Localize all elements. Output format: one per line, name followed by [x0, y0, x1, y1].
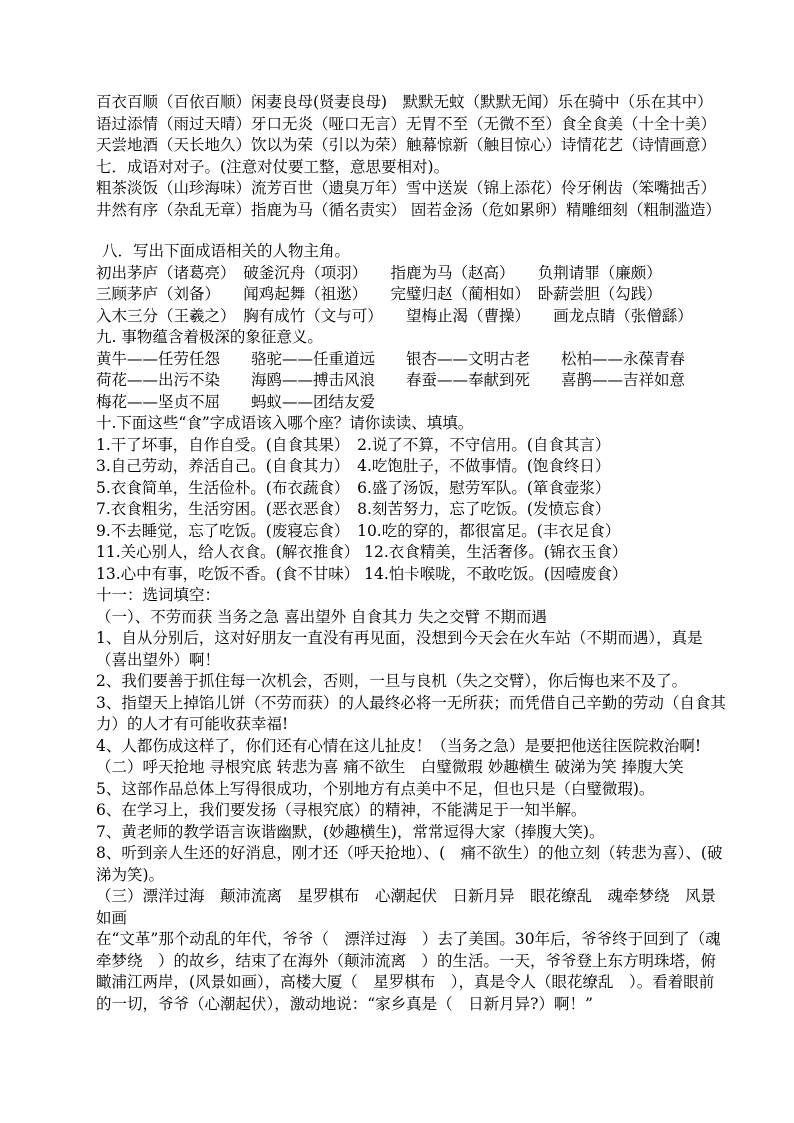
text-line: 3.自己劳动，养活自己。(自食其力） 4.吃饱肚子，不做事情。(饱食终日）	[96, 457, 611, 475]
text-line: 1.干了坏事，自作自受。(自食其果） 2.说了不算，不守信用。(自食其言）	[96, 435, 611, 454]
text-line: 三顾茅庐（刘备） 闻鸡起舞（祖逖） 完璧归赵（蔺相如） 卧薪尝胆（勾践）	[96, 285, 662, 303]
section-heading: 十.下面这些“食”字成语该入哪个座？请你读读、填填。	[96, 414, 474, 432]
exercise-item: 8、听到亲人生还的好消息，刚才还（呼天抢地）、( 痛不欲生）的他立刻（转悲为喜）、(破涕为笑)。	[96, 844, 723, 884]
document-page	[96, 92, 726, 1015]
section-heading: 八．写出下面成语相关的人物主角。	[102, 242, 351, 260]
blank-line	[96, 221, 726, 241]
section-heading: 十一：选词填空：	[96, 586, 221, 604]
text-line: 黄牛——任劳任怨 骆驼——任重道远 银杏——文明古老 松柏——永葆青春	[96, 349, 686, 368]
exercise-item: 4、人都伤成这样了，你们还有心情在这儿扯皮！（当务之急）是要把他送往医院救治啊!	[96, 736, 702, 755]
section-heading: 九. 事物蕴含着极深的象征意义。	[96, 328, 323, 346]
text-line: 11.关心别人，给人衣食。(解衣推食） 12.衣食精美，生活奢侈。(锦衣玉食）	[96, 543, 628, 561]
exercise-item: 3、指望天上掉馅儿饼（不劳而获）的人最终必将一无所获；而凭借自己辛勤的劳动（自食其力）的人才有可能收获幸福!	[96, 693, 726, 733]
text-line: 梅花——坚贞不屈 蚂蚁——团结友爱	[96, 392, 376, 411]
text-line: 粗茶淡饭（山珍海味）流芳百世（遗臭万年）雪中送炭（锦上添花）伶牙俐齿（笨嘴拙舌）	[96, 179, 717, 197]
exercise-item: 5、这部作品总体上写得很成功，个别地方有点美中不足，但也只是（白璧微瑕)。	[96, 779, 655, 798]
text-line: 荷花——出污不染 海鸥——搏击风浪 春蚕——奉献到死 喜鹊——吉祥如意	[96, 371, 686, 389]
text-line: 井然有序（杂乱无章）指鹿为马（循名责实） 固若金汤（危如累卵）精雕细刻（粗制滥造）	[96, 200, 721, 219]
passage-paragraph: 在“文革”那个动乱的年代，爷爷（ 漂洋过海 ）去了美国。30年后，爷爷终于回到了（魂牵梦绕 ）的故乡，结束了在海外（颠沛流离 ）的生活。一天，爷爷登上东方明珠塔，俯瞰浦江两岸，(风景如画），高楼大厦（ 星罗棋布 ），真是令人（眼花缭乱 ）。看着眼前的一切，爷爷（心潮起伏），激动地说：“家乡真是（ 日新月异?）啊！”	[96, 930, 721, 1013]
exercise-item: 6、在学习上，我们要发扬（寻根究底）的精神，不能满足于一知半解。	[96, 801, 587, 819]
text-line: 9.不去睡觉，忘了吃饭。(废寝忘食） 10.吃的穿的，都很富足。(丰衣足食）	[96, 521, 621, 540]
word-bank: （三）漂洋过海 颠沛流离 星罗棋布 心潮起伏 日新月异 眼花缭乱 魂牵梦绕 风景如画	[96, 887, 717, 927]
text-line: 语过添情（雨过天晴）牙口无炎（哑口无言）无胃不至（无微不至）食全食美（十全十美）	[96, 114, 717, 133]
text-line: 天尝地酒（天长地久）饮以为荣（引以为荣）触幕惊新（触目惊心）诗情花艺（诗情画意）	[96, 136, 717, 154]
word-bank: （二）呼天抢地 寻根究底 转悲为喜 痛不欲生 白璧微瑕 妙趣横生 破涕为笑 捧腹大笑	[96, 758, 684, 776]
text-line: 7.衣食粗劣，生活穷困。(恶衣恶食） 8.刻苦努力，忘了吃饭。(发愤忘食）	[96, 500, 611, 518]
exercise-item: 2、我们要善于抓住每一次机会，否则，一旦与良机（失之交臂），你后悔也来不及了。	[96, 672, 688, 690]
section-heading: 七．成语对对子。(注意对仗要工整，意思要相对)。	[96, 157, 450, 176]
text-line: 入木三分（王羲之） 胸有成竹（文与可） 望梅止渴（曹操） 画龙点睛（张僧繇）	[96, 306, 693, 325]
word-bank: （一）、不劳而获 当务之急 喜出望外 自食其力 失之交臂 不期而遇	[96, 607, 547, 626]
text-line: 百衣百顺（百依百顺）闲妻良母(贤妻良母) 默默无蚊（默默无闻）乐在骑中（乐在其中）	[96, 93, 713, 111]
text-line: 13.心中有事，吃饭不香。(食不甘味） 14.怕卡喉咙，不敢吃饭。(因噎废食）	[96, 564, 628, 583]
text-line: 初出茅庐（诸葛亮） 破釜沉舟（项羽） 指鹿为马（赵高） 负荆请罪（廉颇）	[96, 263, 662, 282]
text-line: 5.衣食简单，生活俭朴。(布衣蔬食） 6.盛了汤饭，慰劳军队。(箪食壶浆）	[96, 478, 611, 497]
exercise-item: 7、黄老师的教学语言诙谐幽默，(妙趣横生)，常常逗得大家（捧腹大笑)。	[96, 822, 605, 841]
exercise-item: 1、自从分别后，这对好朋友一直没有再见面，没想到今天会在火车站（不期而遇），真是（喜出望外）啊！	[96, 629, 703, 669]
